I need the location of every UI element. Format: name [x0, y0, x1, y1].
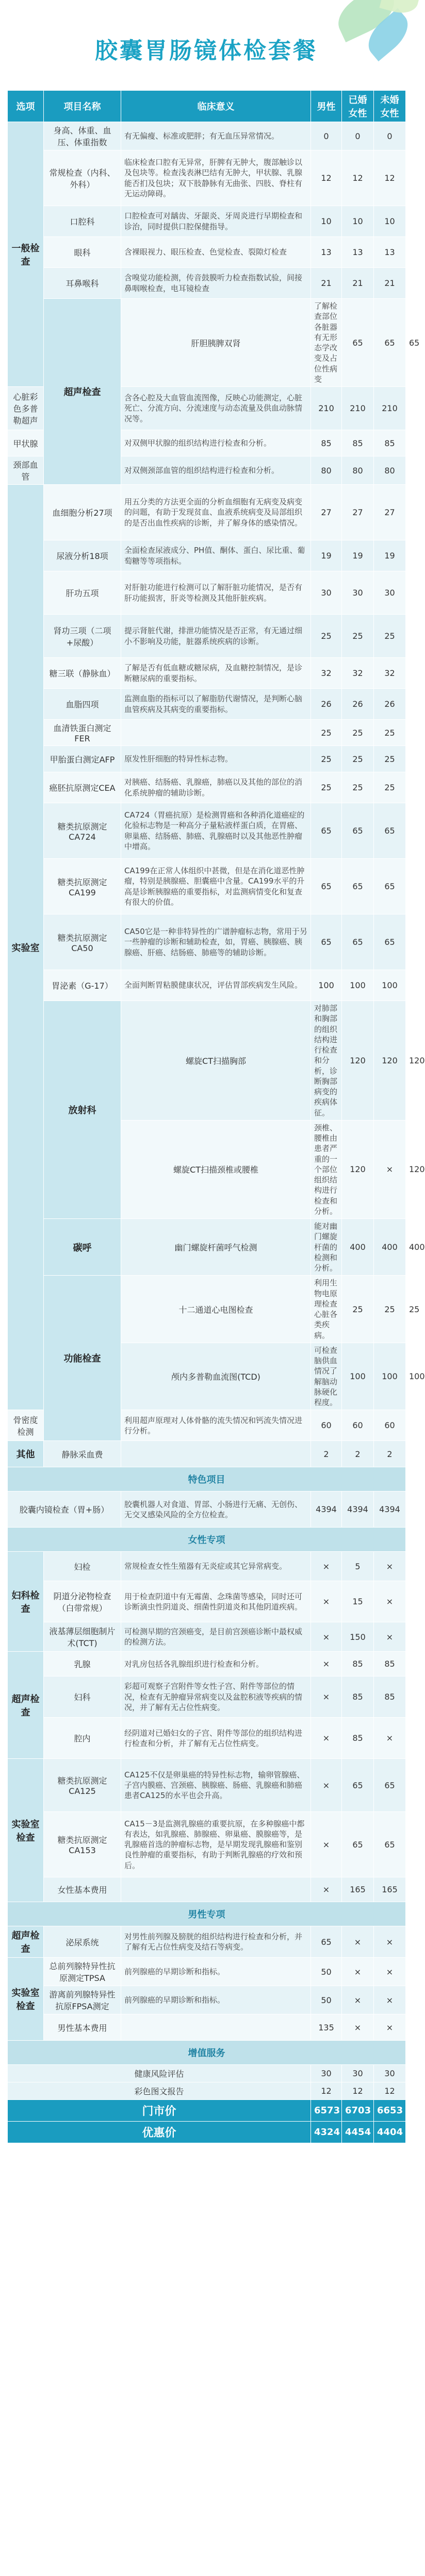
price-female-unmarried: 65: [374, 1759, 406, 1812]
price-male: 135: [311, 2014, 342, 2041]
price-female-unmarried: 85: [374, 430, 406, 456]
header-item: 项目名称: [44, 91, 121, 122]
price-female-married: 120: [374, 1001, 406, 1121]
item-name: 液基薄层细胞制片术(TCT): [44, 1622, 121, 1652]
price-female-married: 4394: [342, 1492, 374, 1528]
price-female-married: 165: [342, 1877, 374, 1902]
price-male: ×: [311, 1759, 342, 1812]
table-row: [8, 746, 406, 772]
price-male: ×: [311, 1581, 342, 1622]
item-description: [121, 2014, 311, 2041]
item-name: 胃泌素（G-17）: [44, 970, 121, 1001]
price-female-married: 32: [342, 658, 374, 689]
table-row: [8, 803, 406, 859]
total-female-unmarried: 4404: [374, 2122, 406, 2143]
item-description: 对双侧颈部血管的组织结构进行检查和分析。: [121, 456, 311, 485]
table-row: [8, 859, 406, 914]
item-description: 对胰癌、结肠癌、乳腺癌，肺癌以及其他的部位的消化系统肿瘤的辅助诊断。: [121, 772, 311, 803]
price-male: 27: [311, 485, 342, 540]
price-female-married: 0: [342, 122, 374, 150]
price-male: 65: [311, 1926, 342, 1958]
price-female-married: 400: [374, 1219, 406, 1276]
item-description: 利用生物电原理检查心脏各类疾病。: [311, 1276, 342, 1343]
table-row: [8, 1926, 406, 1958]
item-name: 糖类抗原测定CA153: [44, 1812, 121, 1877]
table-row: 颅内多普勒血流图(TCD) 可检查脑供血情况了解脑动脉硬化程度。 100 100 100: [8, 1343, 406, 1410]
item-name: 糖三联（静脉血）: [44, 658, 121, 689]
price-male: 80: [311, 456, 342, 485]
item-name: 螺旋CT扫描胸部: [121, 1001, 311, 1121]
table-row: [8, 772, 406, 803]
table-row: [8, 1986, 406, 2014]
category-cell: 妇科检查: [8, 1552, 44, 1652]
price-female-unmarried: 0: [374, 122, 406, 150]
price-male: 13: [311, 237, 342, 268]
price-male: 100: [342, 1343, 374, 1410]
section-extra: [8, 2041, 406, 2065]
price-female-unmarried: 25: [374, 772, 406, 803]
price-male: ×: [311, 1552, 342, 1581]
item-description: 监测血脂的指标可以了解脂肪代谢情况，是判断心脑血管疾病及其病变的重要指标。: [121, 689, 311, 720]
item-name: 心脏彩色多普勒超声: [8, 387, 44, 430]
price-male: ×: [311, 1812, 342, 1877]
item-name: 健康风险评估: [8, 2065, 311, 2082]
price-female-married: 19: [342, 540, 374, 571]
item-description: 对男性前列腺及膀胱的组织结构进行检查和分析，并了解有无占位性病变及结石等病变。: [121, 1926, 311, 1958]
total-female-unmarried: 6653: [374, 2100, 406, 2122]
price-female-married: ×: [342, 1986, 374, 2014]
table-header-row: [8, 91, 406, 122]
price-female-married: 85: [342, 1676, 374, 1718]
item-description: CA199在正常人体组织中甚微，但是在消化道恶性肿瘤，特别是胰腺癌、胆囊癌中含量。CA199水平的升高是诊断胰腺癌的重要指标，对监测病情变化和复查有很大的价值。: [121, 859, 311, 914]
table-row: [8, 615, 406, 658]
price-male: 2: [311, 1441, 342, 1467]
item-description: 提示肾脏代谢，排泄功能情况是否正常，有无通过细小不影响及功能，脏器系统疾病的诊断。: [121, 615, 311, 658]
table-row: 放射科 螺旋CT扫描胸部 对肺部和胸部的组织结构进行检查和分析，诊断胸部病变的疾病体征。 120 120 120: [8, 1001, 406, 1121]
table-row: [8, 268, 406, 299]
item-description: 前列腺癌的早期诊断和指标。: [121, 1958, 311, 1986]
price-female-unmarried: 65: [374, 859, 406, 914]
item-description: 常规检查女性生殖器有无炎症或其它异常病变。: [121, 1552, 311, 1581]
price-female-unmarried: 25: [374, 615, 406, 658]
price-female-married: 25: [342, 772, 374, 803]
table-row: [8, 1441, 406, 1467]
item-description: 用五分类的方法更全面的分析血细胞有无病变及病变的问题，有助于发现贫血、血液系统病变及局部组织的是否出血性疾病的诊断，并了解身体的感染情况。: [121, 485, 311, 540]
price-female-unmarried: 30: [374, 2065, 406, 2082]
price-male: 120: [342, 1120, 374, 1218]
item-description: 全面判断胃粘膜健康状况，评估胃部疾病发生风险。: [121, 970, 311, 1001]
price-male: 30: [311, 2065, 342, 2082]
price-female-unmarried: 26: [374, 689, 406, 720]
item-description: 含裸眼视力、眼压检查、色觉检查、裂隙灯检查: [121, 237, 311, 268]
item-name: 血清铁蛋白测定FER: [44, 720, 121, 746]
section-special: [8, 1467, 406, 1492]
table-row: [8, 720, 406, 746]
item-description: CA125不仅是卵巢癌的特异性标志物，输卵管腺癌、子宫内膜癌、宫颈癌、胰腺癌、肠癌、乳腺癌和肺癌患者CA125的水平也会升高。: [121, 1759, 311, 1812]
item-description: 全面检查尿液成分、PH值、酮体、蛋白、尿比重、葡萄糖等等项指标。: [121, 540, 311, 571]
item-name: 静脉采血费: [44, 1441, 121, 1467]
table-row: [8, 689, 406, 720]
total-label: 优惠价: [8, 2122, 311, 2143]
table-row: [8, 658, 406, 689]
price-female-unmarried: 4394: [374, 1492, 406, 1528]
item-name: 口腔科: [44, 206, 121, 237]
table-row: [8, 1581, 406, 1622]
section-band-label: 特色项目: [8, 1467, 406, 1492]
price-male: ×: [311, 1676, 342, 1718]
price-female-married: 85: [342, 430, 374, 456]
price-male: 0: [311, 122, 342, 150]
item-name: 阴道分泌物检查（白带常规）: [44, 1581, 121, 1622]
price-male: 50: [311, 1986, 342, 2014]
item-description: 对肝脏功能进行检测可以了解肝脏功能情况，是否有肝功能损害，肝炎等检测及其他肝脏疾病。: [121, 571, 311, 615]
item-name: 游离前列腺特异性抗原FPSA测定: [44, 1986, 121, 2014]
price-female-married: 85: [342, 1718, 374, 1759]
price-female-married: 100: [342, 970, 374, 1001]
price-male: 25: [311, 615, 342, 658]
price-female-married: 2: [342, 1441, 374, 1467]
price-female-unmarried: 12: [374, 2082, 406, 2100]
item-name: 腔内: [44, 1718, 121, 1759]
category-cell: 实验室检查: [8, 1958, 44, 2041]
price-female-married: 65: [342, 914, 374, 970]
item-name: 糖类抗原测定CA50: [44, 914, 121, 970]
item-description: 彩超可观察子宫附件等女性子宫、附件等部位的情况，检查有无肿瘤异常病变以及盆腔积液等疾病的情况，并了解有无占位性病变。: [121, 1676, 311, 1718]
section-band-label: 女性专项: [8, 1528, 406, 1552]
price-female-unmarried: 25: [374, 746, 406, 772]
price-female-married: 12: [342, 150, 374, 206]
section-male: [8, 1902, 406, 1926]
price-female-unmarried: ×: [374, 1718, 406, 1759]
table-row: [8, 2014, 406, 2041]
item-name: 颈部血管: [8, 456, 44, 485]
item-name: 胶囊内镜检查（胃+肠）: [8, 1492, 121, 1528]
price-female-married: 5: [342, 1552, 374, 1581]
price-female-unmarried: 100: [374, 970, 406, 1001]
item-name: 甲胎蛋白测定AFP: [44, 746, 121, 772]
price-male: 30: [311, 571, 342, 615]
item-name: 血细胞分析27项: [44, 485, 121, 540]
item-description: 对双侧甲状腺的组织结构进行检查和分析。: [121, 430, 311, 456]
price-female-married: 26: [342, 689, 374, 720]
price-female-unmarried: ×: [374, 1986, 406, 2014]
item-description: 可检测早期的宫颈癌变，是目前宫颈癌诊断中最权威的检测方法。: [121, 1622, 311, 1652]
total-male: 6573: [311, 2100, 342, 2122]
table-row: 螺旋CT扫描颈椎或腰椎 颈椎、腰椎由患者严重的一个部位组织结构进行检查和分析。 120 × 120: [8, 1120, 406, 1218]
item-name: 癌胚抗原测定CEA: [44, 772, 121, 803]
price-male: 210: [311, 387, 342, 430]
price-female-married: 65: [342, 859, 374, 914]
price-female-unmarried: 65: [374, 1812, 406, 1877]
price-female-unmarried: ×: [374, 1581, 406, 1622]
price-female-married: 65: [342, 1812, 374, 1877]
item-name: 肝功五项: [44, 571, 121, 615]
item-description: 胶囊机器人对食道、胃部、小肠进行无痛、无创伤、无交叉感染风险的全方位检查。: [121, 1492, 311, 1528]
table-row: [8, 122, 406, 150]
item-name: 十二通道心电图检查: [121, 1276, 311, 1343]
item-name: 糖类抗原测定CA125: [44, 1759, 121, 1812]
table-row: [8, 237, 406, 268]
price-male: 25: [311, 720, 342, 746]
item-name: 颅内多普勒血流图(TCD): [121, 1343, 311, 1410]
item-name: 乳腺: [44, 1652, 121, 1676]
price-female-married: 60: [342, 1410, 374, 1441]
price-female-unmarried: 210: [374, 387, 406, 430]
header: [0, 0, 413, 88]
page-title: 胶囊胃肠镜体检套餐: [95, 38, 318, 64]
item-name: 骨密度检测: [8, 1410, 44, 1441]
item-description: 利用超声原理对人体骨骼的流失情况和钙流失情况进行分析。: [121, 1410, 311, 1441]
item-description: [121, 1441, 311, 1467]
category-cell: 实验室: [8, 485, 44, 1410]
price-female-unmarried: 12: [374, 150, 406, 206]
category-cell: 碳呼: [44, 1219, 121, 1276]
item-description: 有无偏瘦、标准或肥胖；有无血压异常情况。: [121, 122, 311, 150]
price-female-unmarried: 2: [374, 1441, 406, 1467]
item-name: 肝胆胰脾双肾: [121, 299, 311, 387]
item-name: 幽门螺旋杆菌呼气检测: [121, 1219, 311, 1276]
section-band-label: 男性专项: [8, 1902, 406, 1926]
table-row: [8, 571, 406, 615]
price-male: 21: [311, 268, 342, 299]
price-female-unmarried: 21: [374, 268, 406, 299]
total-female-married: 4454: [342, 2122, 374, 2143]
item-name: 泌尿系统: [44, 1926, 121, 1958]
item-description: CA724（胃癌抗原）是检测胃癌和各种消化道癌症的化验标志物是一种高分子量粘液样蛋白质，在胃癌、卵巢癌、结肠癌、肺癌、乳腺癌时以及其他恶性肿瘤中增高。: [121, 803, 311, 859]
section-band-label: 增值服务: [8, 2041, 406, 2065]
price-female-married: 21: [342, 268, 374, 299]
table-row: [8, 2082, 406, 2100]
item-name: 女性基本费用: [44, 1877, 121, 1902]
price-male: 65: [311, 914, 342, 970]
price-female-married: 25: [342, 720, 374, 746]
price-female-unmarried: 165: [374, 1877, 406, 1902]
item-description: [121, 1877, 311, 1902]
table-row: [8, 540, 406, 571]
price-male: 120: [342, 1001, 374, 1121]
price-female-married: 65: [342, 1759, 374, 1812]
price-male: 60: [311, 1410, 342, 1441]
item-name: 常规检查（内科、外科）: [44, 150, 121, 206]
item-description: 能对幽门螺旋杆菌的检测和分析。: [311, 1219, 342, 1276]
item-name: 螺旋CT扫描颈椎或腰椎: [121, 1120, 311, 1218]
item-description: 对乳房包括各乳腺组织进行检查和分析。: [121, 1652, 311, 1676]
price-female-unmarried: ×: [374, 1622, 406, 1652]
table-row-capsule: [8, 1492, 406, 1528]
price-male: 50: [311, 1958, 342, 1986]
table-row: [8, 914, 406, 970]
table-row: [8, 1958, 406, 1986]
table-row: [8, 206, 406, 237]
item-description: 了解是否有低血糖或糖尿病，及血糖控制情况，是诊断糖尿病的重要指标。: [121, 658, 311, 689]
price-female-unmarried: 27: [374, 485, 406, 540]
total-row: [8, 2100, 406, 2122]
price-female-married: 30: [342, 571, 374, 615]
price-female-married: 25: [374, 1276, 406, 1343]
price-female-unmarried: 85: [374, 1652, 406, 1676]
price-female-unmarried: ×: [374, 1552, 406, 1581]
table-row: [8, 1622, 406, 1652]
price-male: 400: [342, 1219, 374, 1276]
item-description: 颈椎、腰椎由患者严重的一个部位组织结构进行检查和分析。: [311, 1120, 342, 1218]
price-male: ×: [311, 1877, 342, 1902]
price-male: 26: [311, 689, 342, 720]
price-female-unmarried: 85: [374, 1676, 406, 1718]
table-row: [8, 150, 406, 206]
table-row: [8, 1718, 406, 1759]
item-description: 了解检查部位各脏器有无形态学改变及占位性病变: [311, 299, 342, 387]
total-female-married: 6703: [342, 2100, 374, 2122]
table-row: [8, 1676, 406, 1718]
price-female-married: 27: [342, 485, 374, 540]
price-female-unmarried: 80: [374, 456, 406, 485]
category-cell: 超声检查: [8, 1926, 44, 1958]
price-female-married: ×: [374, 1120, 406, 1218]
item-name: 妇科: [44, 1676, 121, 1718]
item-name: 尿液分析18项: [44, 540, 121, 571]
item-description: 可检查脑供血情况了解脑动脉硬化程度。: [311, 1343, 342, 1410]
price-female-married: 65: [342, 803, 374, 859]
item-description: 对肺部和胸部的组织结构进行检查和分析，诊断胸部病变的疾病体征。: [311, 1001, 342, 1121]
price-male: 25: [342, 1276, 374, 1343]
price-female-unmarried: ×: [374, 1958, 406, 1986]
item-description: 口腔检查可对龋齿、牙龈炎、牙周炎进行早期检查和诊治，同时提供口腔保健指导。: [121, 206, 311, 237]
price-male: ×: [311, 1622, 342, 1652]
price-female-unmarried: ×: [374, 1926, 406, 1958]
price-male: 100: [311, 970, 342, 1001]
price-female-married: 80: [342, 456, 374, 485]
header-female-unmarried: 未婚女性: [374, 91, 406, 122]
table-row: [8, 970, 406, 1001]
item-description: 含各心腔及大血管血流图像，反映心功能测定，心脏死亡、分流方向、分流速度与动态流量及供血动脉情况等。: [121, 387, 311, 430]
category-cell: 放射科: [44, 1001, 121, 1219]
item-name: 甲状腺: [8, 430, 44, 456]
price-female-married: 12: [342, 2082, 374, 2100]
item-description: 用于检查阴道中有无霉菌、念珠菌等感染，同时还可诊断滴虫性阴道炎、细菌性阴道炎和其他阴道疾病。: [121, 1581, 311, 1622]
price-male: ×: [311, 1652, 342, 1676]
item-description: 含嗅觉功能检测，传音鼓膜听力检查指数试验，间接鼻咽喉检查，电耳镜检查: [121, 268, 311, 299]
total-row: [8, 2122, 406, 2143]
price-male: ×: [311, 1718, 342, 1759]
price-female-married: ×: [342, 1958, 374, 1986]
price-male: 85: [311, 430, 342, 456]
price-male: 4394: [311, 1492, 342, 1528]
item-description: 前列腺癌的早期诊断和指标。: [121, 1986, 311, 2014]
item-name: 耳鼻喉科: [44, 268, 121, 299]
table-row: [8, 2065, 406, 2082]
item-name: 血脂四项: [44, 689, 121, 720]
item-description: 经阴道对已婚妇女的子宫、附件等部位的组织结构进行检查和分析，并了解有无占位性病变。: [121, 1718, 311, 1759]
price-female-married: 30: [342, 2065, 374, 2082]
table-row: 超声检查 肝胆胰脾双肾 了解检查部位各脏器有无形态学改变及占位性病变 65 65 65: [8, 299, 406, 387]
price-female-married: 150: [342, 1622, 374, 1652]
item-name: 糖类抗原测定CA724: [44, 803, 121, 859]
total-male: 4324: [311, 2122, 342, 2143]
item-name: 彩色图文报告: [8, 2082, 311, 2100]
table-row: [8, 485, 406, 540]
category-cell: 一般检查: [8, 122, 44, 387]
price-female-married: 25: [342, 615, 374, 658]
category-cell: 实验室检查: [8, 1759, 44, 1902]
item-description: CA50它是一种非特异性的广谱肿瘤标志物，常用于另一些肿瘤的诊断和辅助检查，如，胃癌、胰腺癌、胰腺癌、肝癌、结肠癌、肺癌等的辅助诊断。: [121, 914, 311, 970]
item-name: 总前列腺特异性抗原测定TPSA: [44, 1958, 121, 1986]
price-female-married: 15: [342, 1581, 374, 1622]
price-female-married: 65: [374, 299, 406, 387]
price-male: 65: [311, 803, 342, 859]
table-row: 碳呼 幽门螺旋杆菌呼气检测 能对幽门螺旋杆菌的检测和分析。 400 400 400: [8, 1219, 406, 1276]
price-female-unmarried: 32: [374, 658, 406, 689]
table-row: 功能检查 十二通道心电图检查 利用生物电原理检查心脏各类疾病。 25 25 25: [8, 1276, 406, 1343]
price-male: 10: [311, 206, 342, 237]
price-female-married: 100: [374, 1343, 406, 1410]
price-male: 25: [311, 772, 342, 803]
price-female-unmarried: 60: [374, 1410, 406, 1441]
table-row: [8, 1552, 406, 1581]
item-description: 原发性肝细胞的特异性标志物。: [121, 746, 311, 772]
item-name: 妇检: [44, 1552, 121, 1581]
price-male: 12: [311, 2082, 342, 2100]
total-label: 门市价: [8, 2100, 311, 2122]
price-female-unmarried: 30: [374, 571, 406, 615]
item-name: 糖类抗原测定CA199: [44, 859, 121, 914]
header-category: 选项: [8, 91, 44, 122]
price-female-married: 25: [342, 746, 374, 772]
item-name: 身高、体重、血压、体重指数: [44, 122, 121, 150]
item-name: 肾功三项（二项+尿酸）: [44, 615, 121, 658]
category-cell: 功能检查: [44, 1276, 121, 1441]
item-description: 临床检查口腔有无异常，肝脾有无肿大，腹部触诊以及包块等。检查浅表淋巴结有无肿大，甲状腺、乳腺能否扪及包块；双下肢静脉有无曲张、四肢、脊柱有无运动障碍。: [121, 150, 311, 206]
price-female-married: 10: [342, 206, 374, 237]
price-male: 32: [311, 658, 342, 689]
price-female-unmarried: 13: [374, 237, 406, 268]
table-row: [8, 1812, 406, 1877]
price-female-married: ×: [342, 1926, 374, 1958]
price-female-unmarried: 65: [374, 803, 406, 859]
price-female-married: 210: [342, 387, 374, 430]
price-female-unmarried: 19: [374, 540, 406, 571]
price-male: 12: [311, 150, 342, 206]
price-male: 65: [311, 859, 342, 914]
item-name: 男性基本费用: [44, 2014, 121, 2041]
header-female-married: 已婚女性: [342, 91, 374, 122]
category-cell: 其他: [8, 1441, 44, 1467]
price-female-unmarried: 65: [374, 914, 406, 970]
item-name: 眼科: [44, 237, 121, 268]
header-meaning: 临床意义: [121, 91, 311, 122]
price-female-unmarried: 25: [374, 720, 406, 746]
price-female-married: ×: [342, 2014, 374, 2041]
item-description: CA15－3是监测乳腺癌的重要抗原，在多种腺癌中都有表达，如乳腺癌、肺腺癌、卵巢癌、膜腺癌等，是乳腺癌首选的肿瘤标志物，是早期发现乳腺癌和鉴别良性肿瘤的重要指标，有助于判断乳腺癌的疗效和预后。: [121, 1812, 311, 1877]
section-female: [8, 1528, 406, 1552]
package-table: [7, 90, 425, 2143]
price-female-unmarried: 10: [374, 206, 406, 237]
category-cell: 超声检查: [44, 299, 121, 485]
price-male: 25: [311, 746, 342, 772]
price-female-unmarried: ×: [374, 2014, 406, 2041]
category-cell: 超声检查: [8, 1652, 44, 1759]
price-male: 19: [311, 540, 342, 571]
price-female-married: 13: [342, 237, 374, 268]
table-row: [8, 1877, 406, 1902]
table-row: [8, 1759, 406, 1812]
table-row: [8, 1652, 406, 1676]
header-male: 男性: [311, 91, 342, 122]
item-description: [121, 720, 311, 746]
price-male: 65: [342, 299, 374, 387]
price-female-married: 85: [342, 1652, 374, 1676]
